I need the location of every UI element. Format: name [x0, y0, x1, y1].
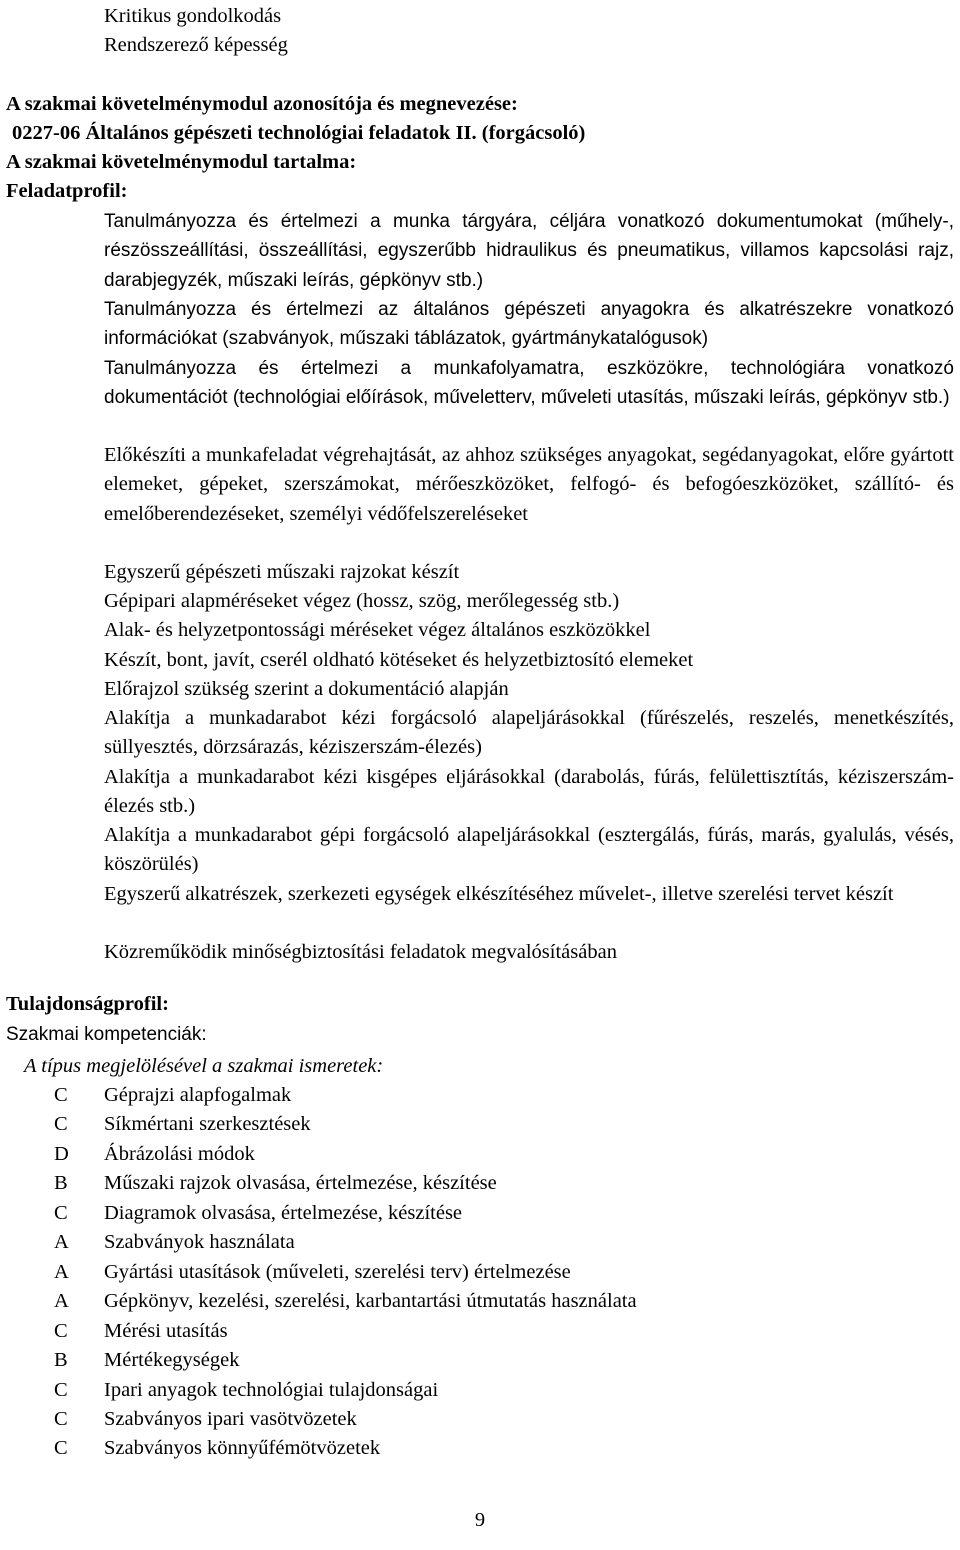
knowledge-text: Szabványok használata: [104, 1231, 295, 1254]
task-profile-heading: Feladatprofil:: [6, 180, 128, 202]
knowledge-level: C: [54, 1201, 68, 1224]
module-id-value: 0227-06 Általános gépészeti technológiai feladatok II. (forgácsoló): [12, 122, 586, 144]
knowledge-text: Mértékegységek: [104, 1349, 240, 1372]
knowledge-level: B: [54, 1349, 68, 1372]
task-item: Tanulmányozza és értelmezi a munka tárgyára, céljára vonatkozó dokumentumokat (műhely-, részösszeállítási, összeállítási, egyszerűbb hidraulikus és pneumatikus, villamos kapcsolási rajz, darabjegyzék, műszaki leírás, gépkönyv stb.): [104, 211, 954, 291]
knowledge-text: Ábrázolási módok: [104, 1142, 255, 1165]
knowledge-text: Géprajzi alapfogalmak: [104, 1084, 292, 1106]
task-item: Közreműködik minőségbiztosítási feladatok megvalósításában: [104, 941, 617, 963]
knowledge-level: A: [54, 1231, 69, 1254]
knowledge-level: C: [54, 1319, 68, 1342]
module-content-heading: A szakmai követelménymodul tartalma:: [6, 151, 357, 173]
knowledge-level: C: [54, 1437, 68, 1460]
knowledge-level: C: [54, 1084, 68, 1106]
professional-competencies-subheading: Szakmai kompetenciák:: [6, 1024, 207, 1045]
skill-critical-thinking: Kritikus gondolkodás: [104, 5, 282, 27]
property-profile-heading: Tulajdonságprofil:: [6, 993, 169, 1015]
task-item: Alakítja a munkadarabot kézi kisgépes eljárásokkal (darabolás, fúrás, felülettisztítás, kéziszerszám-élezés stb.): [104, 766, 954, 818]
page-number: 9: [474, 1509, 486, 1531]
knowledge-text: Diagramok olvasása, értelmezése, készítése: [104, 1201, 463, 1224]
knowledge-level: C: [54, 1113, 68, 1136]
knowledge-text: Ipari anyagok technológiai tulajdonságai: [104, 1378, 439, 1401]
knowledge-list: [0, 1081, 960, 1471]
task-item: Alakítja a munkadarabot kézi forgácsoló alapeljárásokkal (fűrészelés, reszelés, menetkészítés, süllyesztés, dörzsárazás, kéziszerszám-élezés): [104, 707, 954, 759]
knowledge-type-note: A típus megjelölésével a szakmai ismeretek:: [24, 1055, 384, 1077]
task-item: Készít, bont, javít, cserél oldható kötéseket és helyzetbiztosító elemeket: [104, 649, 694, 671]
knowledge-text: Síkmértani szerkesztések: [104, 1113, 311, 1136]
task-item: Tanulmányozza és értelmezi az általános gépészeti anyagokra és alkatrészekre vonatkozó információkat (szabványok, műszaki táblázatok, gyártmánykatalógusok): [104, 299, 954, 350]
knowledge-text: Gépkönyv, kezelési, szerelési, karbantartási útmutatás használata: [104, 1290, 637, 1313]
knowledge-level: C: [54, 1378, 68, 1401]
knowledge-level: A: [54, 1290, 69, 1313]
knowledge-level: A: [54, 1260, 69, 1283]
knowledge-level: C: [54, 1407, 68, 1430]
knowledge-text: Szabványos ipari vasötvözetek: [104, 1407, 357, 1430]
task-item: Előkészíti a munkafeladat végrehajtását, az ahhoz szükséges anyagokat, segédanyagokat, előre gyártott elemeket, gépeket, szerszámokat, mérőeszközöket, felfogó- és befogóeszközöket, szállító- és emelőberendezéseket, személyi védőfelszereléseket: [104, 444, 954, 525]
knowledge-level: B: [54, 1172, 68, 1195]
knowledge-text: Szabványos könnyűfémötvözetek: [104, 1437, 381, 1460]
skill-systematizing: Rendszerező képesség: [104, 34, 288, 56]
knowledge-level: D: [54, 1142, 69, 1165]
task-item: Egyszerű alkatrészek, szerkezeti egységek elkészítéséhez művelet-, illetve szerelési tervet készít: [104, 883, 894, 905]
knowledge-text: Műszaki rajzok olvasása, értelmezése, készítése: [104, 1172, 497, 1195]
knowledge-text: Gyártási utasítások (műveleti, szerelési terv) értelmezése: [104, 1260, 571, 1283]
task-item: Tanulmányozza és értelmezi a munkafolyamatra, eszközökre, technológiára vonatkozó dokumentációt (technológiai előírások, műveletterv, műveleti utasítás, műszaki leírás, gépkönyv stb.): [104, 358, 954, 409]
module-id-heading: A szakmai követelménymodul azonosítója és megnevezése:: [6, 93, 518, 115]
task-item: Alak- és helyzetpontossági méréseket végez általános eszközökkel: [104, 619, 651, 641]
task-item: Gépipari alapméréseket végez (hossz, szög, merőlegesség stb.): [104, 590, 620, 612]
task-item: Alakítja a munkadarabot gépi forgácsoló alapeljárásokkal (esztergálás, fúrás, marás, gyalulás, vésés, köszörülés): [104, 824, 954, 876]
task-item: Egyszerű gépészeti műszaki rajzokat készít: [104, 561, 460, 583]
task-item: Előrajzol szükség szerint a dokumentáció alapján: [104, 678, 509, 700]
knowledge-text: Mérési utasítás: [104, 1319, 228, 1342]
